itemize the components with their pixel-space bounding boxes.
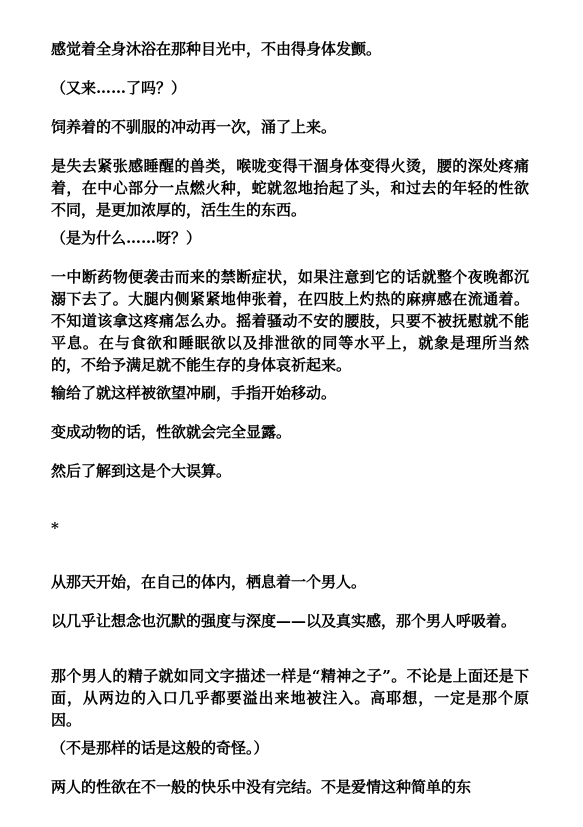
section-separator: * bbox=[51, 519, 59, 537]
paragraph-2: （又来……了吗？） bbox=[51, 79, 187, 97]
paragraph-5: （是为什么……呀？） bbox=[51, 229, 202, 247]
paragraph-14: 两人的性欲在不一般的快乐中没有完结。不是爱情这种简单的东 bbox=[51, 778, 472, 796]
paragraph-3: 饲养着的不驯服的冲动再一次，涌了上来。 bbox=[51, 118, 337, 136]
paragraph-11: 以几乎让想念也沉默的强度与深度——以及真实感，那个男人呼吸着。 bbox=[51, 612, 517, 630]
paragraph-1: 感觉着全身沐浴在那种目光中，不由得身体发颤。 bbox=[51, 40, 382, 58]
paragraph-8: 变成动物的话，性欲就会完全显露。 bbox=[51, 423, 292, 441]
paragraph-7: 输给了就这样被欲望冲刷，手指开始移动。 bbox=[51, 384, 337, 402]
paragraph-10: 从那天开始，在自己的体内，栖息着一个男人。 bbox=[51, 573, 367, 591]
paragraph-6: 一中断药物便袭击而来的禁断症状，如果注意到它的话就整个夜晚都沉溺下去了。大腿内侧紧紧地伸张着，在四肢上灼热的麻痹感在流通着。不知道该拿这疼痛怎么办。摇着骚动不安的腰肢，只要不被抚慰就不能平息。在与食欲和睡眠欲以及排泄欲的同等水平上，就象是理所当然的，不给予满足就不能生存的身体哀祈起来。 bbox=[51, 268, 529, 374]
paragraph-4: 是失去紧张感睡醒的兽类，喉咙变得干涸身体变得火烫，腰的深处疼痛着，在中心部分一点燃火种，蛇就忽地抬起了头，和过去的年轻的性欲不同，是更加浓厚的，活生生的东西。 bbox=[51, 157, 529, 219]
paragraph-12: 那个男人的精子就如同文字描述一样是“精神之子”。不论是上面还是下面，从两边的入口几乎都要溢出来地被注入。高耶想，一定是那个原因。 bbox=[51, 667, 529, 729]
paragraph-9: 然后了解到这是个大误算。 bbox=[51, 462, 232, 480]
paragraph-13: （不是那样的话是这般的奇怪。） bbox=[51, 739, 269, 757]
